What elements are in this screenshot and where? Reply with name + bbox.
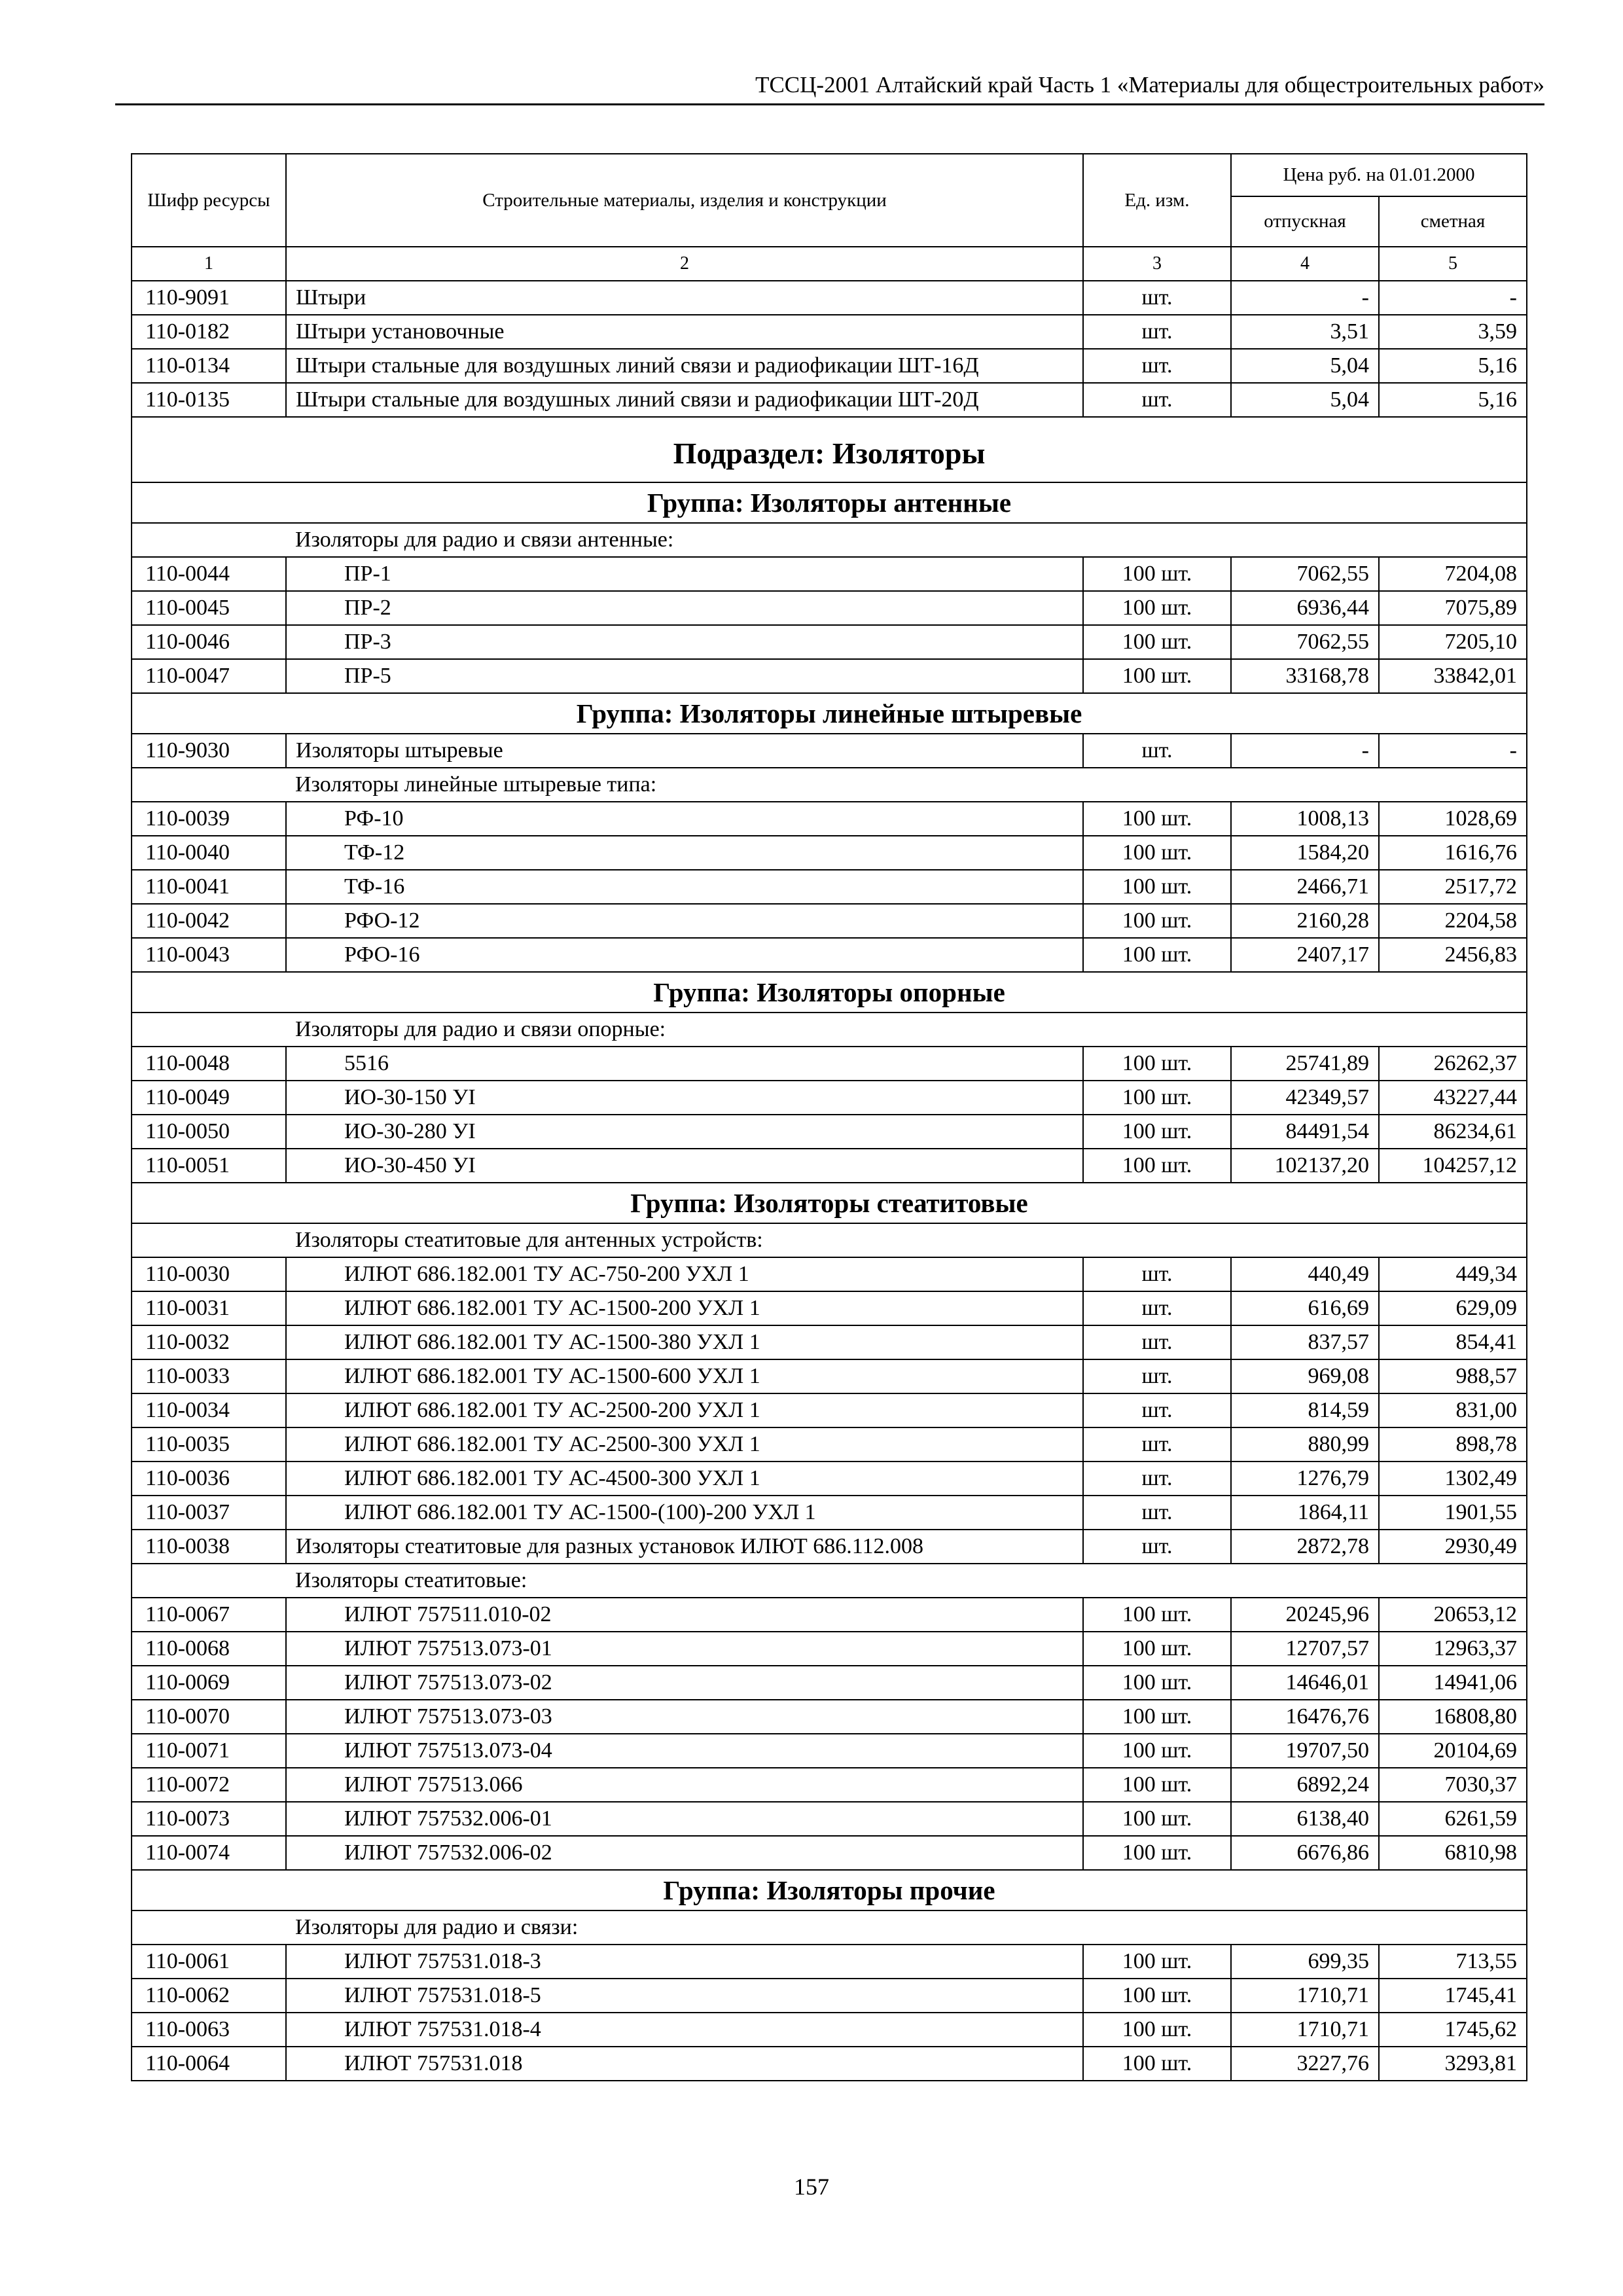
price-table bbox=[131, 153, 1527, 2081]
estimate-price: 1901,55 bbox=[1379, 1496, 1527, 1530]
resource-code: 110-0044 bbox=[132, 557, 286, 591]
table-row bbox=[132, 1427, 1527, 1462]
resource-code: 110-0068 bbox=[132, 1632, 286, 1666]
material-name: ИЛЮТ 686.182.001 ТУ АС-750-200 УХЛ 1 bbox=[286, 1257, 1083, 1291]
material-name: ТФ-12 bbox=[286, 836, 1083, 870]
resource-code: 110-0031 bbox=[132, 1291, 286, 1325]
estimate-price: 831,00 bbox=[1379, 1393, 1527, 1427]
release-price: 2160,28 bbox=[1231, 904, 1379, 938]
unit: 100 шт. bbox=[1083, 836, 1231, 870]
subsection-title: Подраздел: Изоляторы bbox=[132, 417, 1527, 482]
column-number: 5 bbox=[1379, 247, 1527, 281]
table-row bbox=[132, 1496, 1527, 1530]
release-price: 3,51 bbox=[1231, 315, 1379, 349]
release-price: 2872,78 bbox=[1231, 1530, 1379, 1564]
group-row bbox=[132, 972, 1527, 1013]
header-rule bbox=[115, 103, 1544, 105]
note-spacer bbox=[132, 768, 286, 802]
unit: 100 шт. bbox=[1083, 2047, 1231, 2081]
material-name: ИЛЮТ 757531.018-4 bbox=[286, 2013, 1083, 2047]
running-header: ТССЦ-2001 Алтайский край Часть 1 «Материалы для общестроительных работ» bbox=[755, 72, 1544, 98]
unit: шт. bbox=[1083, 1530, 1231, 1564]
table-row bbox=[132, 1462, 1527, 1496]
resource-code: 110-9030 bbox=[132, 734, 286, 768]
group-title: Группа: Изоляторы стеатитовые bbox=[132, 1183, 1527, 1223]
resource-code: 110-0039 bbox=[132, 802, 286, 836]
table-row bbox=[132, 315, 1527, 349]
group-title: Группа: Изоляторы прочие bbox=[132, 1870, 1527, 1910]
table-row bbox=[132, 1734, 1527, 1768]
unit: 100 шт. bbox=[1083, 659, 1231, 693]
release-price: 3227,76 bbox=[1231, 2047, 1379, 2081]
material-name: ИЛЮТ 757513.066 bbox=[286, 1768, 1083, 1802]
unit: 100 шт. bbox=[1083, 1632, 1231, 1666]
estimate-price: 86234,61 bbox=[1379, 1115, 1527, 1149]
estimate-price: 7205,10 bbox=[1379, 625, 1527, 659]
resource-code: 110-0033 bbox=[132, 1359, 286, 1393]
unit: 100 шт. bbox=[1083, 1115, 1231, 1149]
estimate-price: 2204,58 bbox=[1379, 904, 1527, 938]
material-name: ИЛЮТ 757531.018 bbox=[286, 2047, 1083, 2081]
material-name: ИЛЮТ 686.182.001 ТУ АС-1500-200 УХЛ 1 bbox=[286, 1291, 1083, 1325]
table-row bbox=[132, 1802, 1527, 1836]
unit: 100 шт. bbox=[1083, 1149, 1231, 1183]
estimate-price: 104257,12 bbox=[1379, 1149, 1527, 1183]
material-name: ТФ-16 bbox=[286, 870, 1083, 904]
table-row bbox=[132, 1530, 1527, 1564]
note-text: Изоляторы стеатитовые для антенных устройств: bbox=[286, 1223, 1527, 1257]
release-price: 16476,76 bbox=[1231, 1700, 1379, 1734]
page-number: 157 bbox=[794, 2174, 829, 2200]
release-price: 33168,78 bbox=[1231, 659, 1379, 693]
material-name: 5516 bbox=[286, 1047, 1083, 1081]
estimate-price: 14941,06 bbox=[1379, 1666, 1527, 1700]
estimate-price: 7030,37 bbox=[1379, 1768, 1527, 1802]
estimate-price: 33842,01 bbox=[1379, 659, 1527, 693]
table-row bbox=[132, 1115, 1527, 1149]
group-row bbox=[132, 482, 1527, 523]
estimate-price: 5,16 bbox=[1379, 349, 1527, 383]
unit: 100 шт. bbox=[1083, 938, 1231, 972]
unit: 100 шт. bbox=[1083, 591, 1231, 625]
resource-code: 110-0043 bbox=[132, 938, 286, 972]
release-price: 6676,86 bbox=[1231, 1836, 1379, 1870]
group-title: Группа: Изоляторы опорные bbox=[132, 972, 1527, 1013]
release-price: 84491,54 bbox=[1231, 1115, 1379, 1149]
release-price: 1710,71 bbox=[1231, 1979, 1379, 2013]
price-table-container bbox=[131, 153, 1526, 2081]
column-number: 2 bbox=[286, 247, 1083, 281]
unit: 100 шт. bbox=[1083, 1047, 1231, 1081]
material-name: ИЛЮТ 686.182.001 ТУ АС-1500-600 УХЛ 1 bbox=[286, 1359, 1083, 1393]
release-price: 2466,71 bbox=[1231, 870, 1379, 904]
resource-code: 110-0038 bbox=[132, 1530, 286, 1564]
unit: 100 шт. bbox=[1083, 904, 1231, 938]
material-name: Штыри стальные для воздушных линий связи и радиофикации ШТ-16Д bbox=[286, 349, 1083, 383]
material-name: РФ-10 bbox=[286, 802, 1083, 836]
material-name: ИЛЮТ 757513.073-04 bbox=[286, 1734, 1083, 1768]
unit: шт. bbox=[1083, 1462, 1231, 1496]
resource-code: 110-0051 bbox=[132, 1149, 286, 1183]
table-row bbox=[132, 1700, 1527, 1734]
table-row bbox=[132, 1393, 1527, 1427]
unit: шт. bbox=[1083, 383, 1231, 417]
column-number-row bbox=[132, 247, 1527, 281]
table-row bbox=[132, 1945, 1527, 1979]
release-price: 20245,96 bbox=[1231, 1598, 1379, 1632]
release-price: 1008,13 bbox=[1231, 802, 1379, 836]
estimate-price: 629,09 bbox=[1379, 1291, 1527, 1325]
estimate-price: 1302,49 bbox=[1379, 1462, 1527, 1496]
group-row bbox=[132, 693, 1527, 734]
header-unit: Ед. изм. bbox=[1083, 154, 1231, 247]
unit: шт. bbox=[1083, 1393, 1231, 1427]
estimate-price: 6261,59 bbox=[1379, 1802, 1527, 1836]
table-row bbox=[132, 870, 1527, 904]
material-name: ИЛЮТ 757532.006-02 bbox=[286, 1836, 1083, 1870]
estimate-price: 2456,83 bbox=[1379, 938, 1527, 972]
release-price: 14646,01 bbox=[1231, 1666, 1379, 1700]
release-price: 814,59 bbox=[1231, 1393, 1379, 1427]
estimate-price: 43227,44 bbox=[1379, 1081, 1527, 1115]
table-row bbox=[132, 1257, 1527, 1291]
release-price: 2407,17 bbox=[1231, 938, 1379, 972]
unit: шт. bbox=[1083, 1325, 1231, 1359]
material-name: ИЛЮТ 686.182.001 ТУ АС-1500-(100)-200 УХЛ 1 bbox=[286, 1496, 1083, 1530]
unit: 100 шт. bbox=[1083, 1979, 1231, 2013]
note-spacer bbox=[132, 1223, 286, 1257]
release-price: 1864,11 bbox=[1231, 1496, 1379, 1530]
estimate-price: 12963,37 bbox=[1379, 1632, 1527, 1666]
estimate-price: 713,55 bbox=[1379, 1945, 1527, 1979]
release-price: 969,08 bbox=[1231, 1359, 1379, 1393]
header-code: Шифр ресурсы bbox=[132, 154, 286, 247]
estimate-price: 898,78 bbox=[1379, 1427, 1527, 1462]
resource-code: 110-0072 bbox=[132, 1768, 286, 1802]
estimate-price: 16808,80 bbox=[1379, 1700, 1527, 1734]
unit: 100 шт. bbox=[1083, 802, 1231, 836]
table-row bbox=[132, 836, 1527, 870]
note-spacer bbox=[132, 1013, 286, 1047]
unit: шт. bbox=[1083, 1427, 1231, 1462]
release-price: 5,04 bbox=[1231, 349, 1379, 383]
release-price: 1584,20 bbox=[1231, 836, 1379, 870]
unit: 100 шт. bbox=[1083, 1802, 1231, 1836]
unit: 100 шт. bbox=[1083, 1700, 1231, 1734]
material-name: ИЛЮТ 686.182.001 ТУ АС-1500-380 УХЛ 1 bbox=[286, 1325, 1083, 1359]
note-row bbox=[132, 1910, 1527, 1945]
resource-code: 110-0037 bbox=[132, 1496, 286, 1530]
table-row bbox=[132, 1325, 1527, 1359]
resource-code: 110-0035 bbox=[132, 1427, 286, 1462]
material-name: Изоляторы стеатитовые для разных установок ИЛЮТ 686.112.008 bbox=[286, 1530, 1083, 1564]
table-row bbox=[132, 1149, 1527, 1183]
table-row bbox=[132, 2047, 1527, 2081]
table-row bbox=[132, 904, 1527, 938]
estimate-price: 3,59 bbox=[1379, 315, 1527, 349]
table-row bbox=[132, 383, 1527, 417]
resource-code: 110-0042 bbox=[132, 904, 286, 938]
material-name: ИЛЮТ 757531.018-3 bbox=[286, 1945, 1083, 1979]
note-spacer bbox=[132, 1910, 286, 1945]
material-name: ПР-5 bbox=[286, 659, 1083, 693]
estimate-price: 3293,81 bbox=[1379, 2047, 1527, 2081]
estimate-price: 20653,12 bbox=[1379, 1598, 1527, 1632]
resource-code: 110-0073 bbox=[132, 1802, 286, 1836]
unit: 100 шт. bbox=[1083, 870, 1231, 904]
resource-code: 110-0134 bbox=[132, 349, 286, 383]
material-name: ИО-30-150 УI bbox=[286, 1081, 1083, 1115]
unit: шт. bbox=[1083, 1496, 1231, 1530]
note-text: Изоляторы для радио и связи: bbox=[286, 1910, 1527, 1945]
estimate-price: 26262,37 bbox=[1379, 1047, 1527, 1081]
note-row bbox=[132, 1564, 1527, 1598]
material-name: ИЛЮТ 686.182.001 ТУ АС-2500-200 УХЛ 1 bbox=[286, 1393, 1083, 1427]
group-title: Группа: Изоляторы линейные штыревые bbox=[132, 693, 1527, 734]
material-name: ИЛЮТ 686.182.001 ТУ АС-4500-300 УХЛ 1 bbox=[286, 1462, 1083, 1496]
material-name: ИЛЮТ 686.182.001 ТУ АС-2500-300 УХЛ 1 bbox=[286, 1427, 1083, 1462]
estimate-price: 1028,69 bbox=[1379, 802, 1527, 836]
estimate-price: 1616,76 bbox=[1379, 836, 1527, 870]
note-row bbox=[132, 523, 1527, 557]
resource-code: 110-0062 bbox=[132, 1979, 286, 2013]
material-name: Изоляторы штыревые bbox=[286, 734, 1083, 768]
unit: 100 шт. bbox=[1083, 1081, 1231, 1115]
release-price: 102137,20 bbox=[1231, 1149, 1379, 1183]
estimate-price: 854,41 bbox=[1379, 1325, 1527, 1359]
note-text: Изоляторы для радио и связи антенные: bbox=[286, 523, 1527, 557]
resource-code: 110-0034 bbox=[132, 1393, 286, 1427]
material-name: ИО-30-450 УI bbox=[286, 1149, 1083, 1183]
release-price: 1710,71 bbox=[1231, 2013, 1379, 2047]
table-row bbox=[132, 1666, 1527, 1700]
table-row bbox=[132, 557, 1527, 591]
estimate-price: 2930,49 bbox=[1379, 1530, 1527, 1564]
header-price: Цена руб. на 01.01.2000 bbox=[1231, 154, 1527, 196]
table-row bbox=[132, 591, 1527, 625]
group-title: Группа: Изоляторы антенные bbox=[132, 482, 1527, 523]
resource-code: 110-0041 bbox=[132, 870, 286, 904]
resource-code: 110-0047 bbox=[132, 659, 286, 693]
note-text: Изоляторы для радио и связи опорные: bbox=[286, 1013, 1527, 1047]
resource-code: 110-0046 bbox=[132, 625, 286, 659]
unit: 100 шт. bbox=[1083, 1734, 1231, 1768]
material-name: ПР-3 bbox=[286, 625, 1083, 659]
release-price: 1276,79 bbox=[1231, 1462, 1379, 1496]
release-price: 19707,50 bbox=[1231, 1734, 1379, 1768]
table-row bbox=[132, 1359, 1527, 1393]
unit: 100 шт. bbox=[1083, 1598, 1231, 1632]
unit: шт. bbox=[1083, 315, 1231, 349]
resource-code: 110-0063 bbox=[132, 2013, 286, 2047]
header-estimate-price: сметная bbox=[1379, 196, 1527, 247]
table-row bbox=[132, 349, 1527, 383]
resource-code: 110-0064 bbox=[132, 2047, 286, 2081]
material-name: РФО-16 bbox=[286, 938, 1083, 972]
resource-code: 110-0050 bbox=[132, 1115, 286, 1149]
estimate-price: - bbox=[1379, 281, 1527, 315]
table-body bbox=[132, 281, 1527, 2081]
estimate-price: - bbox=[1379, 734, 1527, 768]
column-number: 1 bbox=[132, 247, 286, 281]
resource-code: 110-0067 bbox=[132, 1598, 286, 1632]
resource-code: 110-0061 bbox=[132, 1945, 286, 1979]
material-name: Штыри bbox=[286, 281, 1083, 315]
release-price: 616,69 bbox=[1231, 1291, 1379, 1325]
unit: 100 шт. bbox=[1083, 1945, 1231, 1979]
release-price: 880,99 bbox=[1231, 1427, 1379, 1462]
material-name: ПР-1 bbox=[286, 557, 1083, 591]
note-spacer bbox=[132, 523, 286, 557]
release-price: 440,49 bbox=[1231, 1257, 1379, 1291]
estimate-price: 1745,62 bbox=[1379, 2013, 1527, 2047]
column-number: 4 bbox=[1231, 247, 1379, 281]
table-row bbox=[132, 1081, 1527, 1115]
resource-code: 110-0036 bbox=[132, 1462, 286, 1496]
release-price: 699,35 bbox=[1231, 1945, 1379, 1979]
estimate-price: 7204,08 bbox=[1379, 557, 1527, 591]
material-name: ИЛЮТ 757511.010-02 bbox=[286, 1598, 1083, 1632]
material-name: ИЛЮТ 757513.073-02 bbox=[286, 1666, 1083, 1700]
estimate-price: 5,16 bbox=[1379, 383, 1527, 417]
material-name: ПР-2 bbox=[286, 591, 1083, 625]
release-price: 5,04 bbox=[1231, 383, 1379, 417]
material-name: ИЛЮТ 757531.018-5 bbox=[286, 1979, 1083, 2013]
note-text: Изоляторы линейные штыревые типа: bbox=[286, 768, 1527, 802]
table-row bbox=[132, 1632, 1527, 1666]
group-row bbox=[132, 1870, 1527, 1910]
unit: 100 шт. bbox=[1083, 1768, 1231, 1802]
resource-code: 110-0040 bbox=[132, 836, 286, 870]
material-name: Штыри установочные bbox=[286, 315, 1083, 349]
resource-code: 110-0049 bbox=[132, 1081, 286, 1115]
resource-code: 110-0030 bbox=[132, 1257, 286, 1291]
estimate-price: 7075,89 bbox=[1379, 591, 1527, 625]
subsection-row bbox=[132, 417, 1527, 482]
unit: 100 шт. bbox=[1083, 1836, 1231, 1870]
estimate-price: 988,57 bbox=[1379, 1359, 1527, 1393]
unit: 100 шт. bbox=[1083, 2013, 1231, 2047]
material-name: Штыри стальные для воздушных линий связи и радиофикации ШТ-20Д bbox=[286, 383, 1083, 417]
table-row bbox=[132, 734, 1527, 768]
table-row bbox=[132, 625, 1527, 659]
table-row bbox=[132, 802, 1527, 836]
table-row bbox=[132, 1047, 1527, 1081]
estimate-price: 6810,98 bbox=[1379, 1836, 1527, 1870]
resource-code: 110-0071 bbox=[132, 1734, 286, 1768]
header-name: Строительные материалы, изделия и конструкции bbox=[286, 154, 1083, 247]
unit: шт. bbox=[1083, 1359, 1231, 1393]
release-price: - bbox=[1231, 281, 1379, 315]
table-row bbox=[132, 1598, 1527, 1632]
material-name: ИО-30-280 УI bbox=[286, 1115, 1083, 1149]
estimate-price: 2517,72 bbox=[1379, 870, 1527, 904]
resource-code: 110-0074 bbox=[132, 1836, 286, 1870]
release-price: 6138,40 bbox=[1231, 1802, 1379, 1836]
unit: 100 шт. bbox=[1083, 625, 1231, 659]
material-name: ИЛЮТ 757513.073-01 bbox=[286, 1632, 1083, 1666]
release-price: 7062,55 bbox=[1231, 557, 1379, 591]
release-price: 7062,55 bbox=[1231, 625, 1379, 659]
release-price: 12707,57 bbox=[1231, 1632, 1379, 1666]
note-text: Изоляторы стеатитовые: bbox=[286, 1564, 1527, 1598]
note-row bbox=[132, 768, 1527, 802]
resource-code: 110-0069 bbox=[132, 1666, 286, 1700]
resource-code: 110-0048 bbox=[132, 1047, 286, 1081]
material-name: ИЛЮТ 757513.073-03 bbox=[286, 1700, 1083, 1734]
resource-code: 110-0045 bbox=[132, 591, 286, 625]
note-spacer bbox=[132, 1564, 286, 1598]
unit: шт. bbox=[1083, 281, 1231, 315]
unit: шт. bbox=[1083, 734, 1231, 768]
table-row bbox=[132, 281, 1527, 315]
table-row bbox=[132, 1291, 1527, 1325]
release-price: 42349,57 bbox=[1231, 1081, 1379, 1115]
table-row bbox=[132, 659, 1527, 693]
resource-code: 110-0182 bbox=[132, 315, 286, 349]
table-row bbox=[132, 2013, 1527, 2047]
table-row bbox=[132, 1979, 1527, 2013]
unit: шт. bbox=[1083, 1291, 1231, 1325]
release-price: 25741,89 bbox=[1231, 1047, 1379, 1081]
unit: шт. bbox=[1083, 349, 1231, 383]
unit: шт. bbox=[1083, 1257, 1231, 1291]
estimate-price: 1745,41 bbox=[1379, 1979, 1527, 2013]
unit: 100 шт. bbox=[1083, 557, 1231, 591]
resource-code: 110-0135 bbox=[132, 383, 286, 417]
material-name: РФО-12 bbox=[286, 904, 1083, 938]
release-price: 6936,44 bbox=[1231, 591, 1379, 625]
release-price: 837,57 bbox=[1231, 1325, 1379, 1359]
group-row bbox=[132, 1183, 1527, 1223]
header-release-price: отпускная bbox=[1231, 196, 1379, 247]
resource-code: 110-0070 bbox=[132, 1700, 286, 1734]
release-price: - bbox=[1231, 734, 1379, 768]
table-row bbox=[132, 1768, 1527, 1802]
table-row bbox=[132, 938, 1527, 972]
resource-code: 110-9091 bbox=[132, 281, 286, 315]
unit: 100 шт. bbox=[1083, 1666, 1231, 1700]
estimate-price: 449,34 bbox=[1379, 1257, 1527, 1291]
material-name: ИЛЮТ 757532.006-01 bbox=[286, 1802, 1083, 1836]
column-number: 3 bbox=[1083, 247, 1231, 281]
note-row bbox=[132, 1013, 1527, 1047]
note-row bbox=[132, 1223, 1527, 1257]
resource-code: 110-0032 bbox=[132, 1325, 286, 1359]
estimate-price: 20104,69 bbox=[1379, 1734, 1527, 1768]
release-price: 6892,24 bbox=[1231, 1768, 1379, 1802]
table-row bbox=[132, 1836, 1527, 1870]
